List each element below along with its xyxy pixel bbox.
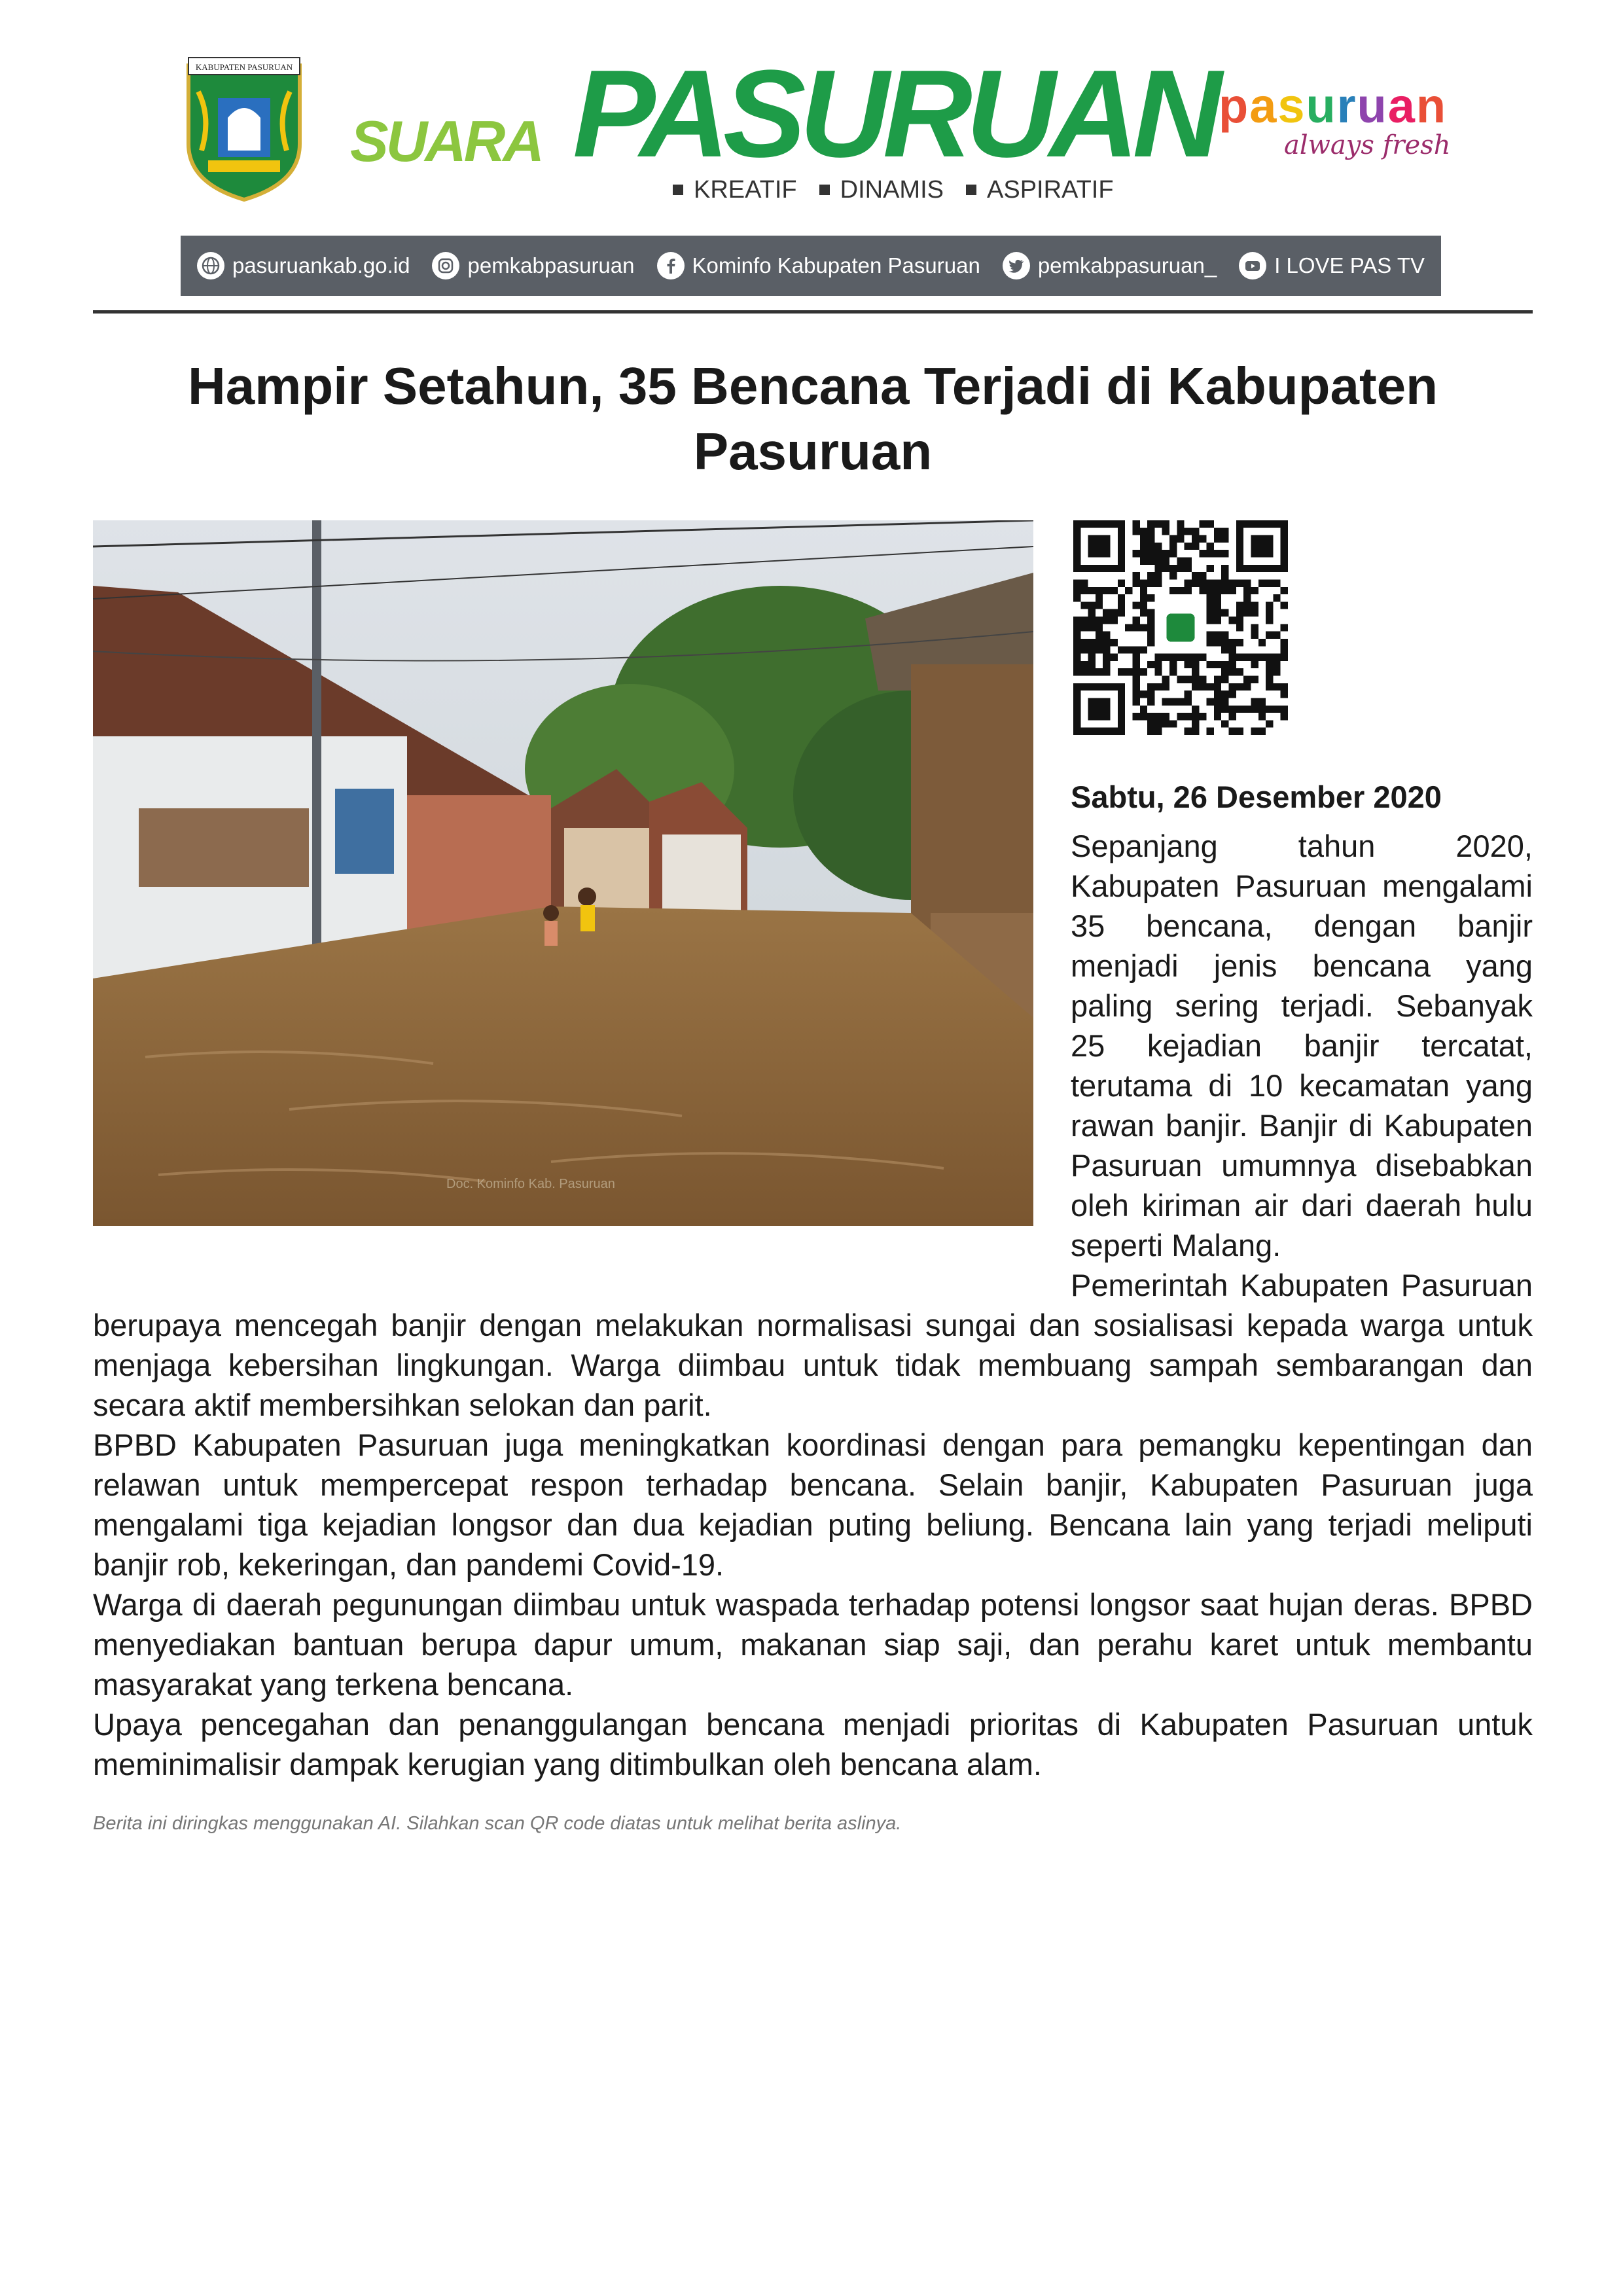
- article-title: Hampir Setahun, 35 Bencana Terjadi di Kabupaten Pasuruan: [187, 357, 1438, 480]
- twitter-icon: [1003, 252, 1030, 279]
- photo-credit: Doc. Kominfo Kab. Pasuruan: [446, 1177, 615, 1191]
- paragraph: BPBD Kabupaten Pasuruan juga meningkatkan koordinasi dengan para pemangku kepentingan dan relawan untuk mempercepat respon terhadap bencana. Selain banjir, Kabupaten Pasuruan juga mengalami tiga kejadian longsor dan dua kejadian puting beliung. Bencana lain yang terjadi meliputi banjir rob, kekeringan, dan pandemi Covid-19.: [93, 1427, 1533, 1582]
- social-label: pemkabpasuruan: [467, 253, 635, 278]
- masthead: [350, 45, 1216, 183]
- header-divider: [93, 310, 1533, 314]
- brand-tagline: always fresh: [1284, 130, 1451, 160]
- brand-logo: [1219, 79, 1454, 180]
- kabupaten-emblem: [182, 52, 306, 203]
- paragraph: Sepanjang tahun 2020, Kabupaten Pasuruan mengalami 35 bencana, dengan banjir menjadi jenis bencana yang paling sering terjadi. Sebanyak 25 kejadian banjir tercatat, terutama di 10 kecamatan yang rawan banjir. Banjir di Kabupaten Pasuruan umumnya disebabkan oleh kiriman air dari daerah hulu seperti Malang.: [1071, 829, 1533, 1263]
- tagline-item: DINAMIS: [819, 176, 944, 204]
- tagline: [673, 175, 1170, 204]
- social-label: pemkabpasuruan_: [1037, 253, 1217, 278]
- tagline-item: ASPIRATIF: [966, 176, 1114, 204]
- qr-emblem-icon: [1167, 614, 1195, 642]
- facebook-icon: [657, 252, 685, 279]
- social-label: I LOVE PAS TV: [1274, 253, 1425, 278]
- instagram-icon: [432, 252, 459, 279]
- masthead-title: PASURUAN: [573, 45, 1216, 183]
- brand-word: pasuruan: [1219, 79, 1448, 133]
- social-facebook[interactable]: [657, 252, 980, 279]
- article-body: [93, 826, 1533, 1784]
- social-youtube[interactable]: [1239, 252, 1425, 279]
- social-label: Kominfo Kabupaten Pasuruan: [692, 253, 980, 278]
- social-bar: [181, 236, 1441, 296]
- social-instagram[interactable]: [432, 252, 634, 279]
- paragraph: Upaya pencegahan dan penanggulangan bencana menjadi prioritas di Kabupaten Pasuruan untuk meminimalisir dampak kerugian yang ditimbulkan oleh bencana alam.: [93, 1707, 1533, 1782]
- youtube-icon: [1239, 252, 1266, 279]
- float-spacer: [93, 826, 1071, 1271]
- article-date: Sabtu, 26 Desember 2020: [1071, 780, 1442, 814]
- social-website[interactable]: [197, 252, 410, 279]
- social-label: pasuruankab.go.id: [232, 253, 410, 278]
- ai-footnote: Berita ini diringkas menggunakan AI. Silahkan scan QR code diatas untuk melihat berita aslinya.: [93, 1813, 902, 1834]
- paragraph: Pemerintah Kabupaten Pasuruan berupaya mencegah banjir dengan melakukan normalisasi sungai dan sosialisasi kepada warga untuk menjaga kebersihan lingkungan. Warga diimbau untuk tidak membuang sampah sembarangan dan secara aktif membersihkan selokan dan parit.: [93, 1268, 1533, 1422]
- qr-code[interactable]: [1073, 520, 1288, 735]
- emblem-text: KABUPATEN PASURUAN: [195, 62, 293, 72]
- paragraph: Warga di daerah pegunungan diimbau untuk waspada terhadap potensi longsor saat hujan deras. BPBD menyediakan bantuan berupa dapur umum, makanan siap saji, dan perahu karet untuk membantu masyarakat yang terkena bencana.: [93, 1587, 1533, 1702]
- globe-icon: [197, 252, 224, 279]
- masthead-prefix: SUARA: [350, 109, 542, 173]
- social-twitter[interactable]: [1003, 252, 1217, 279]
- tagline-item: KREATIF: [673, 176, 797, 204]
